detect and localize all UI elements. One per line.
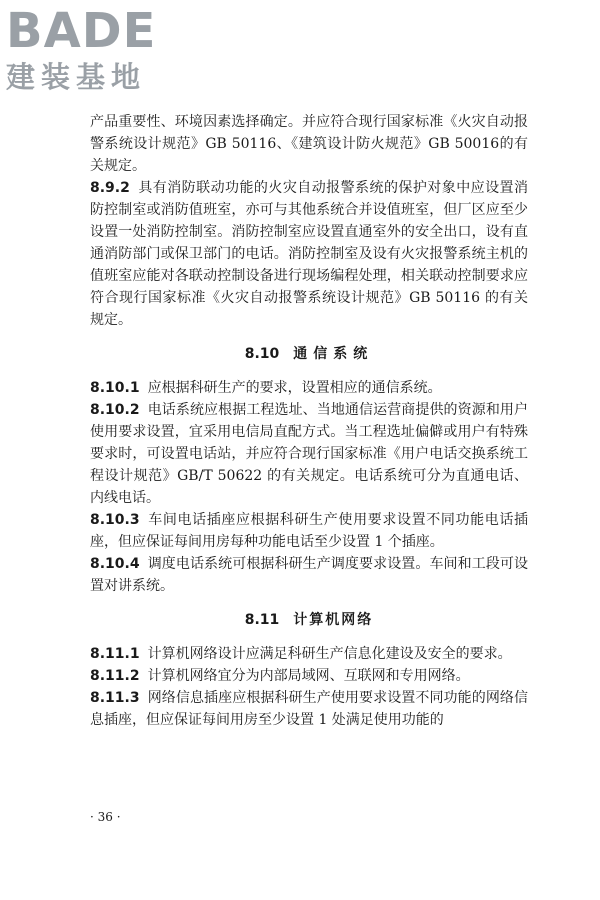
- clause-8-10-1: [90, 377, 528, 399]
- section-title: 计算机网络: [293, 612, 374, 628]
- clause-number: 8.10.1: [90, 380, 140, 396]
- clause-number: 8.11.2: [90, 668, 140, 684]
- clause-number: 8.9.2: [90, 180, 130, 196]
- clause-8-10-2: [90, 399, 528, 509]
- clause-8-9-2: [90, 177, 528, 331]
- clause-8-10-3: [90, 509, 528, 553]
- clause-8-11-2: [90, 665, 528, 687]
- clause-number: 8.10.4: [90, 556, 140, 572]
- logo-chinese-text: 建装基地: [6, 60, 147, 94]
- clause-8-11-3: [90, 687, 528, 731]
- clause-number: 8.10.2: [90, 402, 140, 418]
- clause-text: 网络信息插座应根据科研生产使用要求设置不同功能的网络信息插座，但应保证每间用房至少设置 1 处满足使用功能的: [90, 690, 528, 728]
- clause-number: 8.11.1: [90, 646, 140, 662]
- clause-text: 车间电话插座应根据科研生产使用要求设置不同功能电话插座，但应保证每间用房每种功能电话至少设置 1 个插座。: [90, 512, 528, 550]
- section-number: 8.11: [244, 612, 280, 628]
- clause-text: 电话系统应根据工程选址、当地通信运营商提供的资源和用户使用要求设置，宜采用电信局直配方式。当工程选址偏僻或用户有特殊要求时，可设置电话站，并应符合现行国家标准《用户电话交换系统工程设计规范》GB/T 50622 的有关规定。电话系统可分为直通电话、内线电话。: [90, 402, 528, 506]
- clause-text: 计算机网络宜分为内部局域网、互联网和专用网络。: [147, 668, 470, 684]
- intro-paragraph: 产品重要性、环境因素选择确定。并应符合现行国家标准《火灾自动报警系统设计规范》GB 50116、《建筑设计防火规范》GB 50016的有关规定。: [90, 114, 528, 174]
- clause-text: 调度电话系统可根据科研生产调度要求设置。车间和工段可设置对讲系统。: [90, 556, 528, 594]
- clause-text: 应根据科研生产的要求，设置相应的通信系统。: [147, 380, 442, 396]
- clause-number: 8.10.3: [90, 512, 140, 528]
- logo-latin-text: BADE: [6, 3, 157, 59]
- clause-text: 计算机网络设计应满足科研生产信息化建设及安全的要求。: [147, 646, 512, 662]
- watermark-logo: [6, 3, 181, 98]
- clause-number: 8.11.3: [90, 690, 140, 706]
- clause-8-11-1: [90, 643, 528, 665]
- clause-text: 具有消防联动功能的火灾自动报警系统的保护对象中应设置消防控制室或消防值班室，亦可与其他系统合并设值班室，但厂区应至少设置一处消防控制室。消防控制室应设置直通室外的安全出口，设有直通消防部门或保卫部门的电话。消防控制室及设有火灾报警系统主机的值班室应能对各联动控制设备进行现场编程处理，相关联动控制要求应符合现行国家标准《火灾自动报警系统设计规范》GB 50116 的有关规定。: [90, 180, 528, 328]
- section-heading-8-10: [90, 343, 528, 365]
- clause-8-10-4: [90, 553, 528, 597]
- document-body: [90, 111, 528, 731]
- section-number: 8.10: [244, 346, 280, 362]
- section-heading-8-11: [90, 609, 528, 631]
- page-number: · 36 ·: [90, 810, 121, 824]
- section-title: 通信系统: [293, 346, 374, 362]
